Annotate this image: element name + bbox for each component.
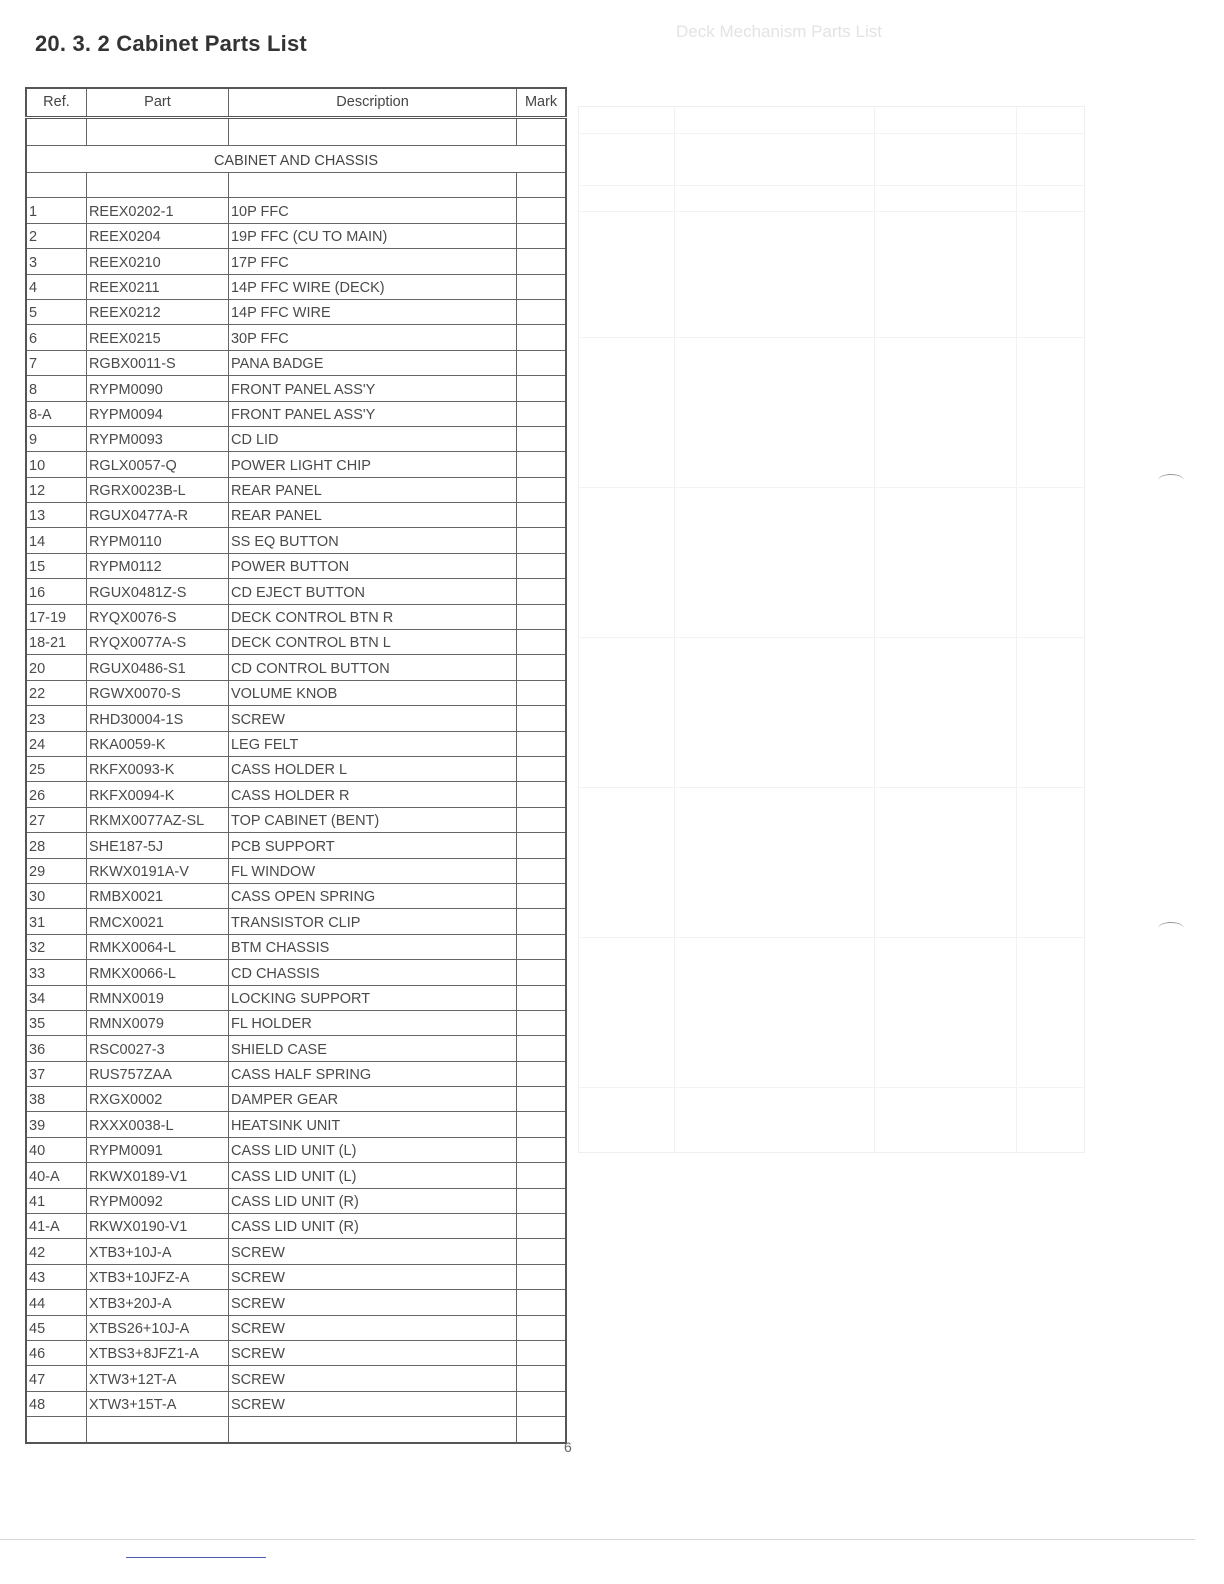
table-row [26, 1340, 566, 1365]
cell-ref: 16 [26, 579, 86, 604]
cell-description: SCREW [228, 1315, 516, 1340]
cell-part: REEX0204 [86, 223, 228, 248]
cell-part: RYPM0091 [86, 1137, 228, 1162]
scan-artifact [1158, 474, 1184, 487]
cell-part: XTB3+10J-A [86, 1239, 228, 1264]
table-row [26, 452, 566, 477]
table-row [26, 1112, 566, 1137]
table-header-row [26, 88, 566, 118]
ghost-column-line [874, 107, 875, 1152]
cell-description: DECK CONTROL BTN L [228, 630, 516, 655]
cell-description: HEATSINK UNIT [228, 1112, 516, 1137]
cell-ref: 5 [26, 299, 86, 324]
cell-ref: 40 [26, 1137, 86, 1162]
cell-part: RKA0059-K [86, 731, 228, 756]
ghost-row-line [579, 211, 1084, 212]
cell-description: LEG FELT [228, 731, 516, 756]
column-header-description: Description [228, 88, 516, 118]
cell-ref: 31 [26, 909, 86, 934]
cell-part: XTW3+12T-A [86, 1366, 228, 1391]
cell-ref: 14 [26, 528, 86, 553]
table-row [26, 706, 566, 731]
cell-description: SS EQ BUTTON [228, 528, 516, 553]
cell-part: RSC0027-3 [86, 1036, 228, 1061]
cell-ref: 10 [26, 452, 86, 477]
cell-description: PANA BADGE [228, 350, 516, 375]
cell-part: REEX0202-1 [86, 198, 228, 223]
cell-part: RYQX0076-S [86, 604, 228, 629]
footer-underline [126, 1557, 266, 1558]
table-row [26, 1214, 566, 1239]
cell-ref: 17-19 [26, 604, 86, 629]
bleed-through-table [578, 106, 1085, 1153]
cell-part: RYPM0092 [86, 1188, 228, 1213]
cell-description: FL WINDOW [228, 858, 516, 883]
cell-part: RKFX0093-K [86, 756, 228, 781]
cell-ref: 24 [26, 731, 86, 756]
ghost-row-line [579, 787, 1084, 788]
cell-ref: 22 [26, 680, 86, 705]
cell-ref: 29 [26, 858, 86, 883]
ghost-row-line [579, 637, 1084, 638]
cell-part: REEX0212 [86, 299, 228, 324]
cell-part: RMBX0021 [86, 883, 228, 908]
cell-part: RKWX0191A-V [86, 858, 228, 883]
cell-mark [517, 376, 566, 401]
table-row [26, 858, 566, 883]
cell-description: REAR PANEL [228, 477, 516, 502]
cell-ref: 9 [26, 426, 86, 451]
cell-description: 17P FFC [228, 249, 516, 274]
ghost-column-line [674, 107, 675, 1152]
cell-part: SHE187-5J [86, 833, 228, 858]
cell-mark [517, 1137, 566, 1162]
cell-description: CASS HALF SPRING [228, 1061, 516, 1086]
scan-artifact [1158, 922, 1184, 935]
cell-mark [517, 1112, 566, 1137]
page-title: 20. 3. 2 Cabinet Parts List [35, 31, 307, 56]
table-row [26, 1010, 566, 1035]
table-row [26, 1366, 566, 1391]
cell-mark [517, 452, 566, 477]
cell-part: RGUX0477A-R [86, 503, 228, 528]
cell-mark [517, 1061, 566, 1086]
cell-ref: 6 [26, 325, 86, 350]
ghost-row-line [579, 1087, 1084, 1088]
cell-mark [517, 756, 566, 781]
cell-mark [517, 680, 566, 705]
cell-mark [517, 1391, 566, 1416]
cell-mark [517, 833, 566, 858]
cell-description: CD LID [228, 426, 516, 451]
cell-ref: 27 [26, 807, 86, 832]
cell-description: 14P FFC WIRE (DECK) [228, 274, 516, 299]
table-row [26, 1036, 566, 1061]
cell-mark [517, 477, 566, 502]
cell-mark [517, 1163, 566, 1188]
table-row [26, 1163, 566, 1188]
table-row [26, 985, 566, 1010]
cell-ref: 3 [26, 249, 86, 274]
cell-part: RXXX0038-L [86, 1112, 228, 1137]
cell-description: POWER BUTTON [228, 553, 516, 578]
cell-mark [517, 934, 566, 959]
section-title: CABINET AND CHASSIS [26, 146, 566, 173]
cell-description: SCREW [228, 706, 516, 731]
cell-description: CASS LID UNIT (L) [228, 1137, 516, 1162]
cell-mark [517, 223, 566, 248]
cell-ref: 45 [26, 1315, 86, 1340]
cell-description: CASS LID UNIT (R) [228, 1188, 516, 1213]
cell-ref: 18-21 [26, 630, 86, 655]
column-header-ref: Ref. [26, 88, 86, 118]
ghost-row-line [579, 937, 1084, 938]
table-row [26, 1087, 566, 1112]
table-row [26, 198, 566, 223]
cell-part: RGUX0486-S1 [86, 655, 228, 680]
table-row [26, 426, 566, 451]
cell-part: RYPM0112 [86, 553, 228, 578]
cell-mark [517, 858, 566, 883]
cell-ref: 25 [26, 756, 86, 781]
cell-part: RKWX0189-V1 [86, 1163, 228, 1188]
table-row [26, 1137, 566, 1162]
cell-mark [517, 426, 566, 451]
cell-description: SCREW [228, 1239, 516, 1264]
table-row [26, 553, 566, 578]
cell-description: VOLUME KNOB [228, 680, 516, 705]
cell-description: DAMPER GEAR [228, 1087, 516, 1112]
cell-mark [517, 1010, 566, 1035]
cell-ref: 37 [26, 1061, 86, 1086]
cell-mark [517, 782, 566, 807]
cell-ref: 46 [26, 1340, 86, 1365]
page-number: 6 [564, 1439, 572, 1455]
cell-mark [517, 1036, 566, 1061]
cell-mark [517, 604, 566, 629]
table-row [26, 756, 566, 781]
cell-part: XTB3+20J-A [86, 1290, 228, 1315]
table-row [26, 299, 566, 324]
spacer-row [26, 118, 566, 146]
cell-part: RYPM0094 [86, 401, 228, 426]
cell-description: 19P FFC (CU TO MAIN) [228, 223, 516, 248]
cell-description: CD CHASSIS [228, 960, 516, 985]
ghost-row-line [579, 487, 1084, 488]
table-row [26, 477, 566, 502]
cell-part: RYPM0093 [86, 426, 228, 451]
cell-part: RMNX0019 [86, 985, 228, 1010]
cell-part: RKFX0094-K [86, 782, 228, 807]
cell-mark [517, 909, 566, 934]
cell-description: TRANSISTOR CLIP [228, 909, 516, 934]
cell-part: RYQX0077A-S [86, 630, 228, 655]
cell-ref: 8 [26, 376, 86, 401]
cell-ref: 34 [26, 985, 86, 1010]
section-row [26, 146, 566, 173]
cell-ref: 26 [26, 782, 86, 807]
cell-part: REEX0210 [86, 249, 228, 274]
table-row [26, 1315, 566, 1340]
cell-description: BTM CHASSIS [228, 934, 516, 959]
cell-mark [517, 960, 566, 985]
cell-description: CASS LID UNIT (R) [228, 1214, 516, 1239]
cell-description: FRONT PANEL ASS'Y [228, 401, 516, 426]
cell-mark [517, 1214, 566, 1239]
table-row [26, 883, 566, 908]
cell-ref: 7 [26, 350, 86, 375]
table-row [26, 401, 566, 426]
cell-part: RHD30004-1S [86, 706, 228, 731]
table-row [26, 604, 566, 629]
cell-part: RGBX0011-S [86, 350, 228, 375]
cell-part: RMCX0021 [86, 909, 228, 934]
table-row [26, 274, 566, 299]
ghost-row-line [579, 133, 1084, 134]
cell-ref: 43 [26, 1264, 86, 1289]
cell-description: 14P FFC WIRE [228, 299, 516, 324]
table-row [26, 528, 566, 553]
cell-part: REEX0211 [86, 274, 228, 299]
table-row [26, 655, 566, 680]
ghost-row-line [579, 185, 1084, 186]
cell-ref: 39 [26, 1112, 86, 1137]
cell-part: REEX0215 [86, 325, 228, 350]
cell-description: CASS LID UNIT (L) [228, 1163, 516, 1188]
cell-description: SHIELD CASE [228, 1036, 516, 1061]
table-row [26, 1061, 566, 1086]
cell-mark [517, 1366, 566, 1391]
table-row [26, 807, 566, 832]
cell-part: RYPM0110 [86, 528, 228, 553]
table-row [26, 249, 566, 274]
table-row [26, 909, 566, 934]
cell-ref: 1 [26, 198, 86, 223]
cell-mark [517, 1188, 566, 1213]
cell-ref: 38 [26, 1087, 86, 1112]
cell-mark [517, 503, 566, 528]
cabinet-parts-table [25, 87, 567, 1444]
cell-part: RYPM0090 [86, 376, 228, 401]
cell-part: RMKX0064-L [86, 934, 228, 959]
table-row [26, 934, 566, 959]
cell-description: SCREW [228, 1264, 516, 1289]
cell-part: XTB3+10JFZ-A [86, 1264, 228, 1289]
cell-description: DECK CONTROL BTN R [228, 604, 516, 629]
cell-ref: 13 [26, 503, 86, 528]
cell-mark [517, 249, 566, 274]
table-row [26, 325, 566, 350]
cell-mark [517, 198, 566, 223]
cell-ref: 4 [26, 274, 86, 299]
cell-description: FRONT PANEL ASS'Y [228, 376, 516, 401]
cell-ref: 32 [26, 934, 86, 959]
cell-ref: 48 [26, 1391, 86, 1416]
cell-ref: 2 [26, 223, 86, 248]
cell-description: CASS OPEN SPRING [228, 883, 516, 908]
column-header-part: Part [86, 88, 228, 118]
cell-mark [517, 1239, 566, 1264]
cell-mark [517, 1315, 566, 1340]
cell-part: RXGX0002 [86, 1087, 228, 1112]
cell-ref: 15 [26, 553, 86, 578]
cell-description: SCREW [228, 1290, 516, 1315]
cell-description: CASS HOLDER L [228, 756, 516, 781]
cell-mark [517, 883, 566, 908]
table-row [26, 833, 566, 858]
cell-description: REAR PANEL [228, 503, 516, 528]
cell-ref: 28 [26, 833, 86, 858]
table-row [26, 960, 566, 985]
cell-mark [517, 731, 566, 756]
cell-mark [517, 706, 566, 731]
cell-description: CD EJECT BUTTON [228, 579, 516, 604]
cell-ref: 33 [26, 960, 86, 985]
cell-part: RKMX0077AZ-SL [86, 807, 228, 832]
cell-mark [517, 553, 566, 578]
table-row [26, 731, 566, 756]
cell-mark [517, 655, 566, 680]
column-header-mark: Mark [517, 88, 566, 118]
cell-ref: 41 [26, 1188, 86, 1213]
table-row [26, 503, 566, 528]
table-row [26, 1264, 566, 1289]
cell-part: RKWX0190-V1 [86, 1214, 228, 1239]
cell-mark [517, 807, 566, 832]
cell-ref: 41-A [26, 1214, 86, 1239]
cell-description: CASS HOLDER R [228, 782, 516, 807]
cell-ref: 23 [26, 706, 86, 731]
cell-mark [517, 401, 566, 426]
cell-mark [517, 1087, 566, 1112]
cell-ref: 8-A [26, 401, 86, 426]
table-row [26, 1391, 566, 1416]
cell-ref: 40-A [26, 1163, 86, 1188]
table-row [26, 1290, 566, 1315]
cell-part: XTBS3+8JFZ1-A [86, 1340, 228, 1365]
cell-description: CD CONTROL BUTTON [228, 655, 516, 680]
cell-part: RGRX0023B-L [86, 477, 228, 502]
cell-part: RMNX0079 [86, 1010, 228, 1035]
cell-mark [517, 1340, 566, 1365]
table-row [26, 680, 566, 705]
cell-part: RGWX0070-S [86, 680, 228, 705]
cell-ref: 44 [26, 1290, 86, 1315]
bleed-through-header: Deck Mechanism Parts List [676, 22, 882, 41]
cell-mark [517, 274, 566, 299]
cell-part: RUS757ZAA [86, 1061, 228, 1086]
cell-description: POWER LIGHT CHIP [228, 452, 516, 477]
cell-mark [517, 630, 566, 655]
cell-description: PCB SUPPORT [228, 833, 516, 858]
cell-part: RGLX0057-Q [86, 452, 228, 477]
cell-part: XTBS26+10J-A [86, 1315, 228, 1340]
spacer-row [26, 1417, 566, 1443]
cell-description: 10P FFC [228, 198, 516, 223]
cell-description: FL HOLDER [228, 1010, 516, 1035]
cell-ref: 36 [26, 1036, 86, 1061]
table-row [26, 630, 566, 655]
cell-mark [517, 1290, 566, 1315]
cell-ref: 35 [26, 1010, 86, 1035]
ghost-row-line [579, 337, 1084, 338]
cell-mark [517, 325, 566, 350]
table-row [26, 350, 566, 375]
cell-mark [517, 1264, 566, 1289]
cell-description: LOCKING SUPPORT [228, 985, 516, 1010]
cell-description: 30P FFC [228, 325, 516, 350]
spacer-row [26, 173, 566, 198]
cell-ref: 42 [26, 1239, 86, 1264]
cell-description: SCREW [228, 1366, 516, 1391]
table-row [26, 1188, 566, 1213]
footer-divider [0, 1539, 1195, 1540]
table-row [26, 1239, 566, 1264]
cell-part: RGUX0481Z-S [86, 579, 228, 604]
ghost-column-line [1016, 107, 1017, 1152]
cell-part: RMKX0066-L [86, 960, 228, 985]
cell-description: SCREW [228, 1391, 516, 1416]
cell-mark [517, 985, 566, 1010]
cell-mark [517, 299, 566, 324]
cell-mark [517, 528, 566, 553]
table-row [26, 782, 566, 807]
cell-mark [517, 350, 566, 375]
cell-ref: 30 [26, 883, 86, 908]
table-row [26, 579, 566, 604]
cell-ref: 12 [26, 477, 86, 502]
cell-ref: 20 [26, 655, 86, 680]
cell-part: XTW3+15T-A [86, 1391, 228, 1416]
cell-description: TOP CABINET (BENT) [228, 807, 516, 832]
cell-mark [517, 579, 566, 604]
cell-description: SCREW [228, 1340, 516, 1365]
table-row [26, 223, 566, 248]
cell-ref: 47 [26, 1366, 86, 1391]
table-row [26, 376, 566, 401]
